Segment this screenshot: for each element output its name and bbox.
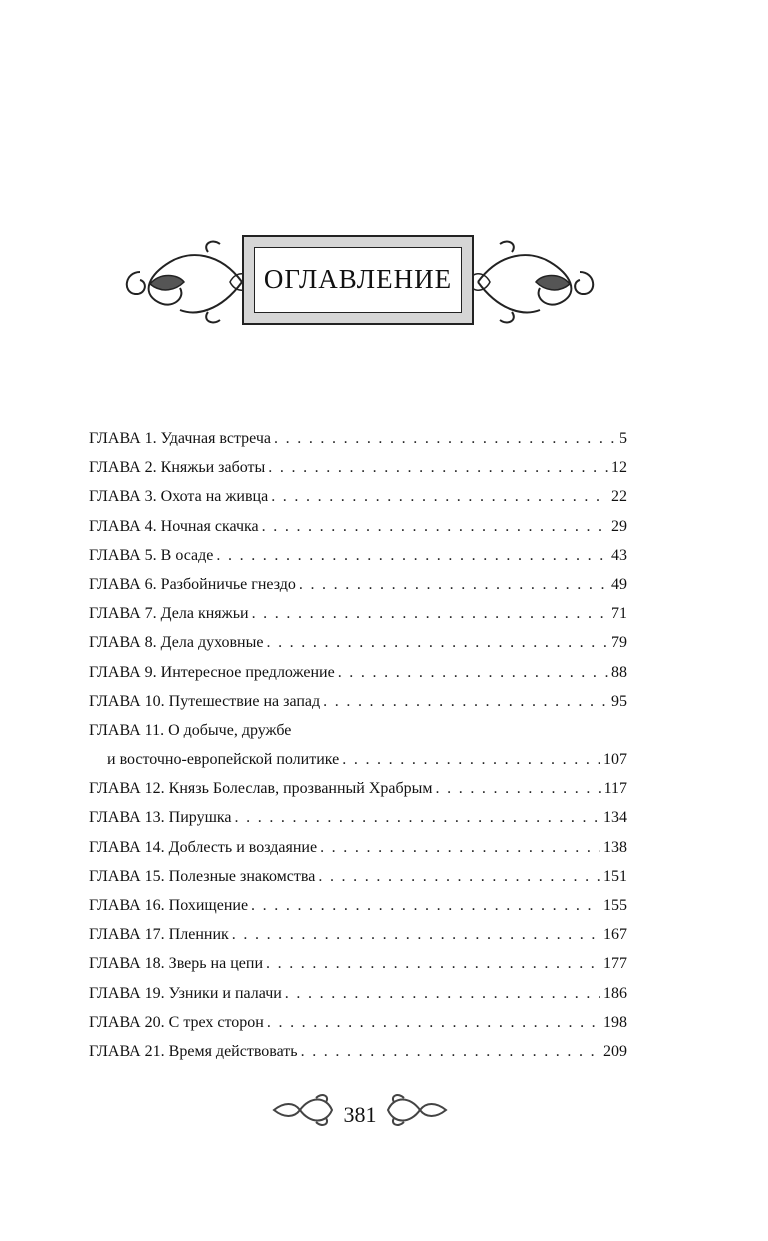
toc-leader-dots (338, 664, 608, 682)
toc-entry-label: ГЛАВА 5. В осаде (89, 546, 214, 564)
toc-entry-label: ГЛАВА 18. Зверь на цепи (89, 955, 263, 973)
toc-entry-label: ГЛАВА 13. Пирушка (89, 809, 232, 827)
toc-entry (89, 634, 627, 663)
toc-entry (89, 459, 627, 488)
toc-entry-label: ГЛАВА 2. Княжьи заботы (89, 459, 266, 477)
toc-leader-dots (266, 955, 600, 973)
toc-entry-page: 29 (611, 517, 627, 535)
toc-leader-dots (252, 605, 608, 623)
toc-entry-page: 88 (611, 663, 627, 681)
page-number: 381 (343, 1102, 377, 1127)
toc-entry-page: 43 (611, 546, 627, 564)
toc-entry-page: 117 (603, 780, 627, 798)
toc-entry-page: 167 (603, 926, 627, 944)
toc-entry-page: 134 (603, 809, 627, 827)
toc-entry-page: 12 (611, 459, 627, 477)
toc-entry (89, 430, 627, 459)
toc-entry-label: ГЛАВА 1. Удачная встреча (89, 430, 272, 447)
toc-entry (89, 868, 627, 897)
toc-entry (89, 955, 627, 984)
toc-leader-dots (232, 926, 600, 944)
toc-entry-label-continued: и восточно-европейской политике (107, 751, 340, 769)
toc-entry (89, 547, 627, 576)
toc-entry (89, 809, 627, 838)
table-of-contents (89, 430, 627, 1072)
toc-entry-page: 155 (603, 897, 627, 915)
toc-entry-label: ГЛАВА 16. Похищение (89, 897, 249, 915)
toc-leader-dots (320, 839, 600, 857)
toc-entry (89, 664, 627, 693)
toc-entry (89, 897, 627, 926)
toc-entry-label: ГЛАВА 4. Ночная скачка (89, 517, 259, 535)
toc-leader-dots (216, 547, 608, 565)
toc-entry (89, 985, 627, 1014)
toc-entry-page: 198 (603, 1013, 627, 1031)
toc-entry (89, 488, 627, 517)
toc-leader-dots (299, 576, 608, 594)
page-footer (270, 1088, 450, 1132)
toc-leader-dots (436, 780, 601, 798)
toc-entry-page: 22 (611, 488, 627, 506)
title-plaque (242, 235, 474, 325)
toc-leader-dots (323, 693, 608, 711)
toc-entry-page: 71 (611, 605, 627, 623)
toc-entry-page: 138 (603, 838, 627, 856)
toc-entry-label: ГЛАВА 17. Пленник (89, 926, 229, 944)
toc-leader-dots (318, 868, 600, 886)
toc-entry (89, 839, 627, 868)
toc-entry-label: ГЛАВА 19. Узники и палачи (89, 984, 282, 1002)
toc-entry-label: ГЛАВА 12. Князь Болеслав, прозванный Храбрым (89, 780, 433, 798)
toc-leader-dots (251, 897, 600, 915)
toc-entry (89, 605, 627, 634)
toc-entry-label: ГЛАВА 7. Дела княжьи (89, 605, 249, 623)
toc-leader-dots (285, 985, 600, 1003)
toc-entry-label: ГЛАВА 11. О добыче, дружбе (89, 721, 292, 739)
toc-entry (89, 518, 627, 547)
toc-entry (89, 926, 627, 955)
toc-entry-label: ГЛАВА 8. Дела духовные (89, 634, 264, 652)
toc-entry (89, 1014, 627, 1043)
toc-entry-page: 151 (603, 867, 627, 885)
toc-entry (89, 1043, 627, 1072)
toc-entry-page: 107 (603, 751, 627, 769)
toc-entry-label: ГЛАВА 3. Охота на живца (89, 488, 269, 506)
toc-leader-dots (301, 1043, 600, 1061)
toc-entry (89, 693, 627, 722)
toc-entry-page: 209 (603, 1042, 627, 1060)
toc-entry-label: ГЛАВА 9. Интересное предложение (89, 663, 335, 681)
toc-entry-label: ГЛАВА 21. Время действовать (89, 1042, 298, 1060)
toc-entry-label: ГЛАВА 14. Доблесть и воздаяние (89, 838, 318, 856)
toc-leader-dots (267, 1014, 600, 1032)
toc-entry (89, 780, 627, 809)
toc-entry-label: ГЛАВА 20. С трех сторон (89, 1013, 264, 1031)
toc-entry-label: ГЛАВА 10. Путешествие на запад (89, 692, 321, 710)
toc-leader-dots (266, 634, 608, 652)
toc-leader-dots (268, 459, 608, 477)
toc-entry-page: 95 (611, 692, 627, 710)
toc-entry-page: 49 (611, 575, 627, 593)
toc-entry (89, 722, 627, 780)
toc-entry-page: 177 (603, 955, 627, 973)
toc-leader-dots (271, 488, 608, 506)
toc-leader-dots (235, 809, 600, 827)
page-title: ОГЛАВЛЕНИЕ (263, 264, 453, 294)
toc-entry-page: 5 (619, 430, 627, 447)
toc-leader-dots (262, 518, 608, 536)
toc-entry-label: ГЛАВА 6. Разбойничье гнездо (89, 575, 296, 593)
title-plaque-inner (254, 247, 462, 313)
toc-leader-dots (342, 751, 600, 769)
toc-entry-label: ГЛАВА 15. Полезные знакомства (89, 867, 316, 885)
toc-entry (89, 576, 627, 605)
toc-entry-page: 186 (603, 984, 627, 1002)
toc-leader-dots (274, 430, 616, 448)
toc-entry-page: 79 (611, 634, 627, 652)
